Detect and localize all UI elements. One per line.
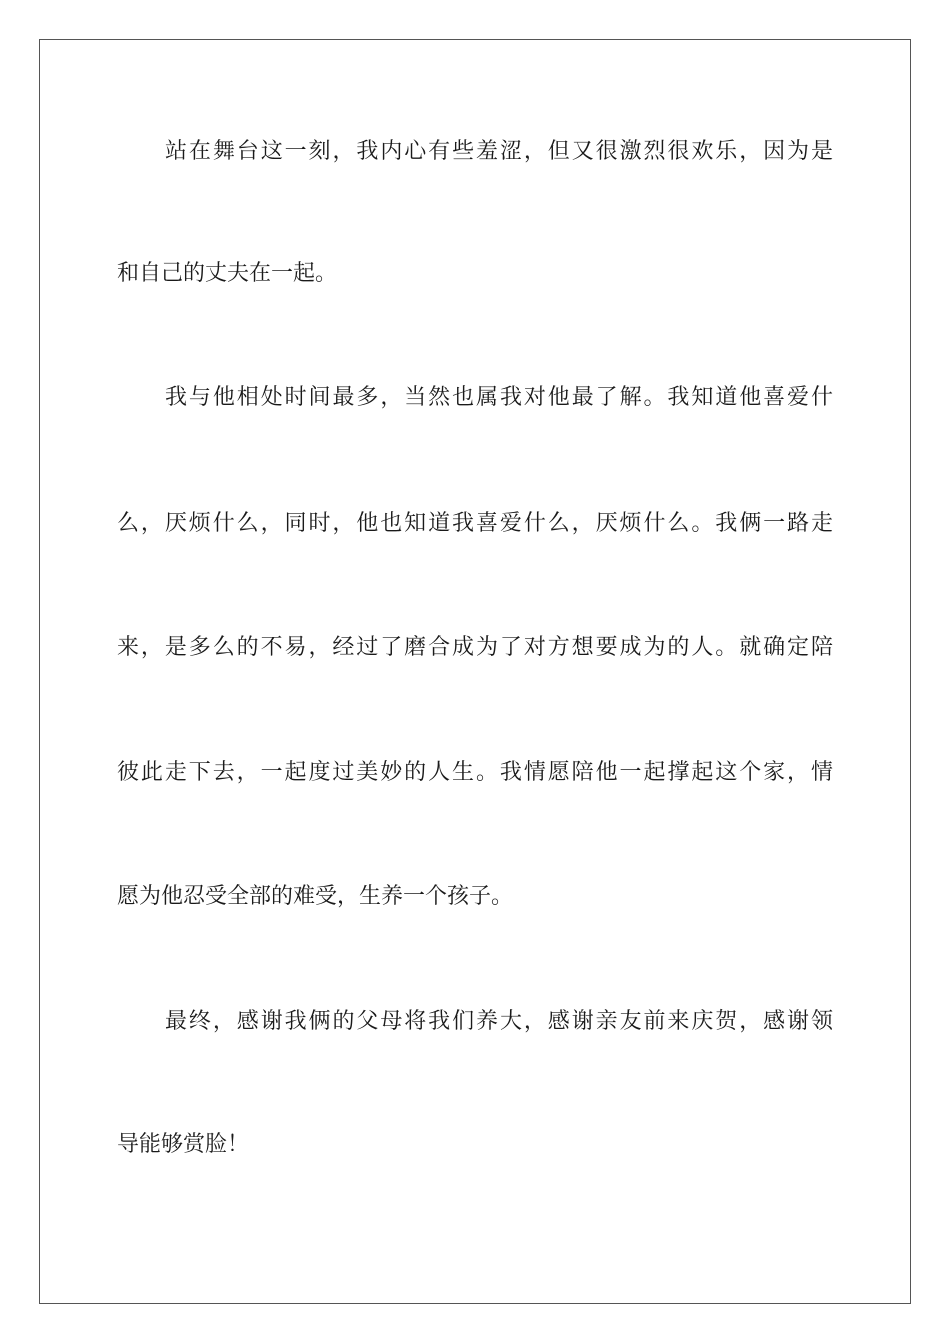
- paragraph-2-line-4: 彼此走下去，一起度过美妙的人生。我情愿陪他一起撑起这个家，情: [117, 760, 833, 785]
- paragraph-2-line-1: 我与他相处时间最多，当然也属我对他最了解。我知道他喜爱什: [165, 385, 833, 410]
- paragraph-3-line-2: 导能够赏脸！: [117, 1132, 250, 1157]
- page-border: [39, 39, 911, 1304]
- paragraph-1-line-1: 站在舞台这一刻，我内心有些羞涩，但又很激烈很欢乐，因为是: [165, 139, 833, 164]
- paragraph-1-line-2: 和自己的丈夫在一起。: [117, 261, 338, 286]
- paragraph-2-line-2: 么，厌烦什么，同时，他也知道我喜爱什么，厌烦什么。我俩一路走: [117, 511, 833, 536]
- paragraph-2-line-3: 来，是多么的不易，经过了磨合成为了对方想要成为的人。就确定陪: [117, 635, 833, 660]
- paragraph-2-line-5: 愿为他忍受全部的难受，生养一个孩子。: [117, 884, 514, 909]
- paragraph-3-line-1: 最终，感谢我俩的父母将我们养大，感谢亲友前来庆贺，感谢领: [165, 1009, 833, 1034]
